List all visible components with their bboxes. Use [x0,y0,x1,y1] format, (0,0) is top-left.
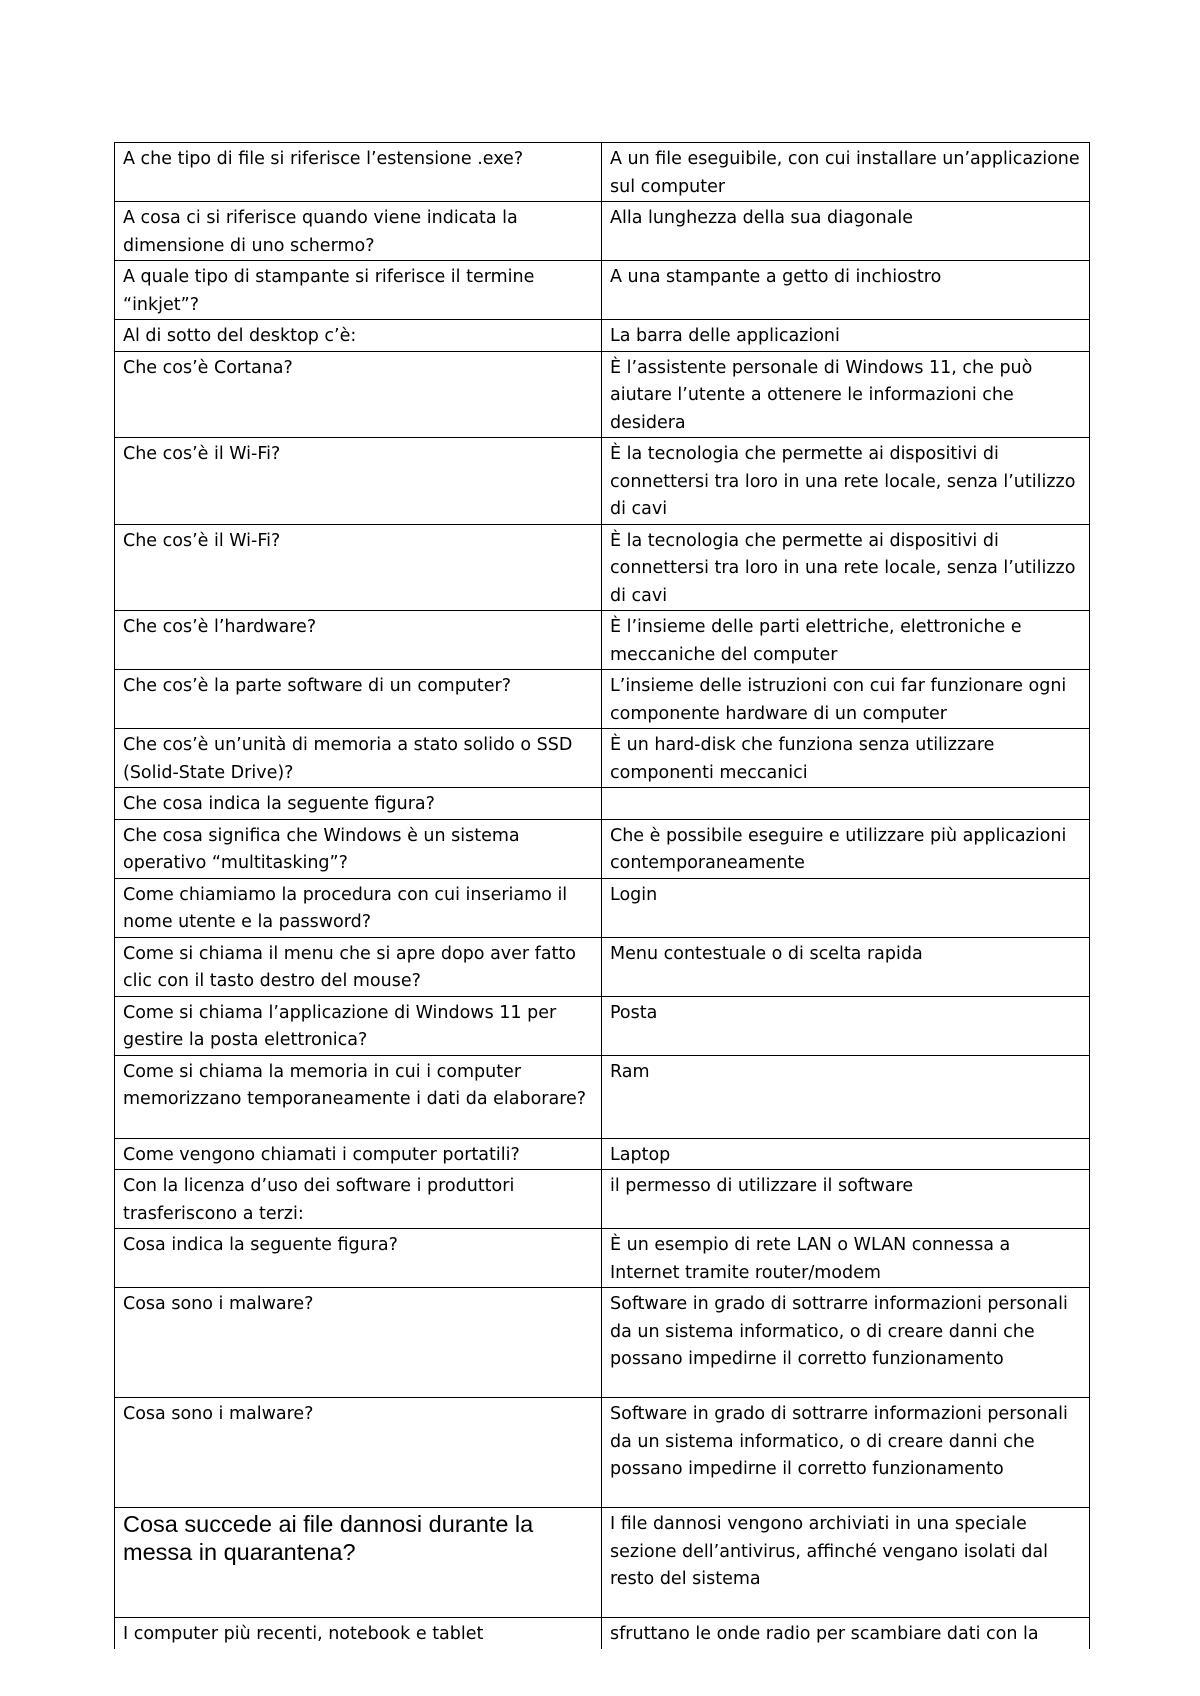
answer-cell: A una stampante a getto di inchiostro [602,261,1090,320]
question-cell: Che cos’è un’unità di memoria a stato solido o SSD (Solid-State Drive)? [115,729,602,788]
table-row [115,320,1090,352]
question-cell: Cosa sono i malware? [115,1288,602,1398]
question-cell: Come chiamiamo la procedura con cui inseriamo il nome utente e la password? [115,878,602,937]
answer-cell [602,788,1090,820]
table-row [115,1618,1090,1649]
answer-cell: Che è possibile eseguire e utilizzare più applicazioni contemporaneamente [602,819,1090,878]
question-cell: Che cos’è Cortana? [115,351,602,438]
answer-cell: È un hard-disk che funziona senza utilizzare componenti meccanici [602,729,1090,788]
table-row [115,788,1090,820]
answer-cell: Software in grado di sottrarre informazioni personali da un sistema informatico, o di creare danni che possano impedirne il corretto funzionamento [602,1398,1090,1508]
table-row [115,1398,1090,1508]
question-cell: Come si chiama l’applicazione di Windows 11 per gestire la posta elettronica? [115,996,602,1055]
answer-cell: L’insieme delle istruzioni con cui far funzionare ogni componente hardware di un computer [602,670,1090,729]
table-row [115,996,1090,1055]
answer-cell: Laptop [602,1138,1090,1170]
answer-cell: Login [602,878,1090,937]
answer-cell: È la tecnologia che permette ai dispositivi di connettersi tra loro in una rete locale, senza l’utilizzo di cavi [602,524,1090,611]
table-row [115,878,1090,937]
question-cell: Cosa indica la seguente figura? [115,1229,602,1288]
table-row [115,1288,1090,1398]
qa-table [114,142,1090,1649]
question-cell: Che cos’è il Wi-Fi? [115,438,602,525]
question-cell: Con la licenza d’uso dei software i produttori trasferiscono a terzi: [115,1170,602,1229]
question-cell: Cosa sono i malware? [115,1398,602,1508]
question-cell: Come vengono chiamati i computer portatili? [115,1138,602,1170]
table-row [115,670,1090,729]
question-cell: Cosa succede ai file dannosi durante la messa in quarantena? [115,1508,602,1618]
table-row [115,937,1090,996]
question-cell: Che cos’è la parte software di un computer? [115,670,602,729]
question-cell: Che cos’è il Wi-Fi? [115,524,602,611]
question-cell: Come si chiama il menu che si apre dopo aver fatto clic con il tasto destro del mouse? [115,937,602,996]
table-row [115,261,1090,320]
question-cell: Al di sotto del desktop c’è: [115,320,602,352]
table-row [115,611,1090,670]
table-row [115,1170,1090,1229]
table-row [115,202,1090,261]
question-cell: A che tipo di file si riferisce l’estensione .exe? [115,143,602,202]
question-cell: Che cosa significa che Windows è un sistema operativo “multitasking”? [115,819,602,878]
answer-cell: È un esempio di rete LAN o WLAN connessa a Internet tramite router/modem [602,1229,1090,1288]
question-cell: Come si chiama la memoria in cui i computer memorizzano temporaneamente i dati da elaborare? [115,1055,602,1138]
question-cell: Che cos’è l’hardware? [115,611,602,670]
answer-cell: il permesso di utilizzare il software [602,1170,1090,1229]
table-row [115,438,1090,525]
answer-cell: È l’assistente personale di Windows 11, che può aiutare l’utente a ottenere le informazioni che desidera [602,351,1090,438]
table-row [115,1138,1090,1170]
answer-cell: Software in grado di sottrarre informazioni personali da un sistema informatico, o di creare danni che possano impedirne il corretto funzionamento [602,1288,1090,1398]
question-cell: A cosa ci si riferisce quando viene indicata la dimensione di uno schermo? [115,202,602,261]
answer-cell: A un file eseguibile, con cui installare un’applicazione sul computer [602,143,1090,202]
table-row [115,351,1090,438]
answer-cell: Alla lunghezza della sua diagonale [602,202,1090,261]
table-row [115,819,1090,878]
table-row [115,143,1090,202]
table-row [115,729,1090,788]
answer-cell: I file dannosi vengono archiviati in una speciale sezione dell’antivirus, affinché vengano isolati dal resto del sistema [602,1508,1090,1618]
question-cell: I computer più recenti, notebook e tablet [115,1618,602,1649]
answer-cell: Menu contestuale o di scelta rapida [602,937,1090,996]
answer-cell: Ram [602,1055,1090,1138]
table-row [115,1055,1090,1138]
table-row [115,1229,1090,1288]
answer-cell: È la tecnologia che permette ai dispositivi di connettersi tra loro in una rete locale, senza l’utilizzo di cavi [602,438,1090,525]
answer-cell: sfruttano le onde radio per scambiare dati con la [602,1618,1090,1649]
question-cell: A quale tipo di stampante si riferisce il termine “inkjet”? [115,261,602,320]
table-row [115,1508,1090,1618]
answer-cell: La barra delle applicazioni [602,320,1090,352]
answer-cell: Posta [602,996,1090,1055]
table-row [115,524,1090,611]
question-cell: Che cosa indica la seguente figura? [115,788,602,820]
answer-cell: È l’insieme delle parti elettriche, elettroniche e meccaniche del computer [602,611,1090,670]
